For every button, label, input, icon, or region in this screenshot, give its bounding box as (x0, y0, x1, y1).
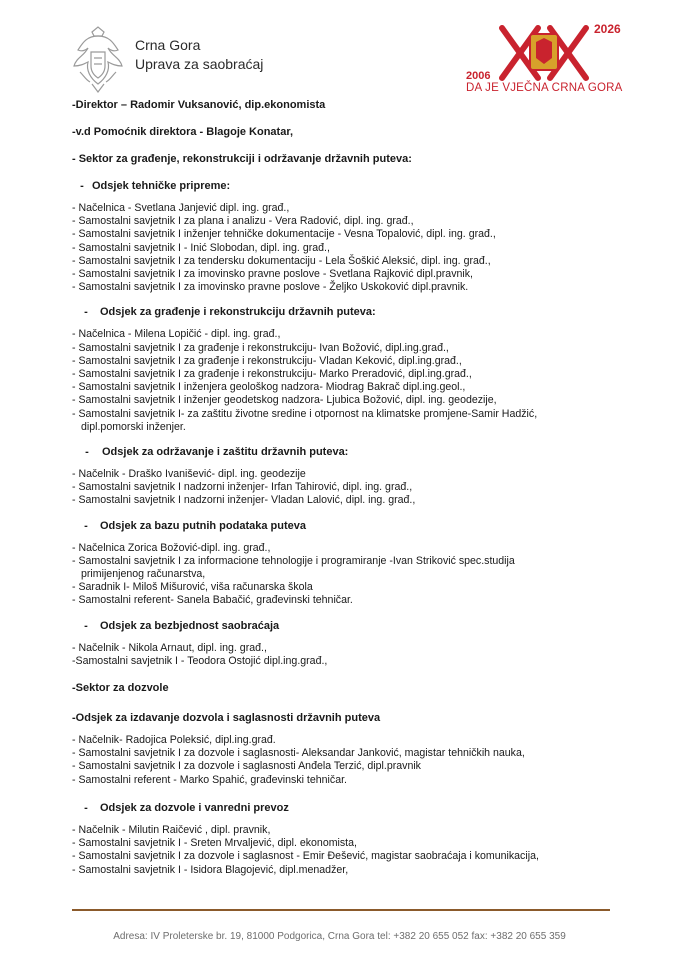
department-special-transport-title: - Odsjek za dozvole i vanredni prevoz (84, 801, 289, 814)
list-item: - Samostalni savjetnik I za plana i analizu - Vera Radović, dipl. ing. građ., (72, 215, 414, 228)
department-construction-title: - Odsjek za građenje i rekonstrukciju državnih puteva: (84, 306, 376, 319)
department-road-database-list (72, 542, 632, 608)
list-item: - Načelnik - Nikola Arnaut, dipl. ing. građ., (72, 641, 267, 654)
list-item: - Načelnica - Svetlana Janjević dipl. ing. građ., (72, 202, 290, 214)
list-item: - Samostalni savjetnik I- za zaštitu životne sredine i otpornost na klimatske promjene-Samir Hadžić, dipl.pomorski inženjer. (72, 407, 538, 433)
coat-of-arms-icon (72, 26, 124, 96)
director-line: -Direktor – Radomir Vuksanović, dip.ekonomista (72, 99, 326, 111)
list-item: - Samostalni savjetnik I za tendersku dokumentaciju - Lela Šoškić Aleksić, dipl. ing. građ., (72, 254, 491, 267)
department-traffic-safety-title: - Odsjek za bezbjednost saobraćaja (84, 619, 280, 632)
list-item: - Samostalni savjetnik I - Inić Slobodan, dipl. ing. građ., (72, 241, 330, 254)
anniversary-year-end: 2026 (594, 22, 621, 36)
list-item: - Načelnica Zorica Božović-dipl. ing. građ., (72, 541, 271, 554)
anniversary-motto: DA JE VJEČNA CRNA GORA (466, 82, 623, 94)
department-road-database-title: - Odsjek za bazu putnih podataka puteva (84, 519, 306, 532)
assistant-director-line: -v.d Pomoćnik direktora - Blagoje Konatar, (72, 126, 294, 138)
anniversary-year-start: 2006 (466, 70, 491, 82)
agency-name: Uprava za saobraćaj (135, 56, 264, 72)
department-special-transport-list (72, 824, 632, 877)
list-item: - Načelnica - Milena Lopičić - dipl. ing. građ., (72, 328, 281, 341)
department-technical-preparation-list (72, 202, 632, 294)
list-item: - Samostalni savjetnik I za dozvole i saglasnosti Anđela Terzić, dipl.pravnik (72, 760, 421, 773)
document-body (72, 98, 632, 877)
sector-construction-title: - Sektor za građenje, rekonstrukciji i održavanje državnih puteva: (72, 153, 412, 165)
footer-address: Adresa: IV Proleterske br. 19, 81000 Podgorica, Crna Gora tel: +382 20 655 052 fax: +382 20 655 359 (113, 931, 566, 942)
list-item: - Samostalni savjetnik I za građenje i rekonstrukciju- Vladan Keković, dipl.ing.građ., (72, 354, 462, 367)
country-name: Crna Gora (135, 37, 201, 53)
department-traffic-safety-list (72, 642, 632, 668)
anniversary-logo (466, 20, 626, 98)
sector-permits-title: -Sektor za dozvole (72, 682, 169, 695)
list-item: - Načelnik- Radojica Poleksić, dipl.ing.građ. (72, 734, 276, 747)
list-item: - Samostalni savjetnik I nadzorni inženjer- Irfan Tahirović, dipl. ing. građ., (72, 481, 413, 494)
list-item: - Samostalni savjetnik I inženjera geološkog nadzora- Miodrag Bakrač dipl.ing.geol., (72, 381, 466, 394)
list-item: - Samostalni savjetnik I - Isidora Blagojević, dipl.menadžer, (72, 863, 349, 876)
list-item: - Samostalni savjetnik I inženjer tehničke dokumentacije - Vesna Topalović, dipl. ing. građ., (72, 228, 496, 241)
list-item: - Samostalni savjetnik I za dozvole i saglasnosti- Aleksandar Janković, magistar tehničkih nauka, (72, 747, 525, 760)
list-item: - Samostalni savjetnik I za informacione tehnologije i programiranje -Ivan Striković spec.studija primijenjenog računarstva, (72, 554, 515, 581)
list-item: - Samostalni savjetnik I nadzorni inženjer- Vladan Lalović, dipl. ing. građ., (72, 494, 416, 507)
anniversary-x-mark-icon (494, 24, 594, 82)
organization-name (135, 36, 263, 74)
department-permits-issuance-list (72, 734, 632, 787)
page-header (0, 0, 679, 100)
list-item: - Samostalni referent - Marko Spahić, građevinski tehničar. (72, 773, 347, 786)
department-maintenance-title: - Odsjek za održavanje i zaštitu državnih puteva: (85, 446, 349, 459)
list-item: - Samostalni savjetnik I za građenje i rekonstrukciju- Ivan Božović, dipl.ing.građ., (72, 341, 449, 354)
department-maintenance-list (72, 468, 632, 508)
department-construction-list (72, 328, 632, 434)
list-item: - Načelnik - Milutin Raičević , dipl. pravnik, (72, 823, 271, 836)
list-item: - Načelnik - Draško Ivanišević- dipl. ing. geodezije (72, 468, 306, 481)
list-item: - Samostalni savjetnik I - Sreten Mrvaljević, dipl. ekonomista, (72, 837, 357, 850)
list-item: - Saradnik I- Miloš Mišurović, viša računarska škola (72, 581, 313, 594)
list-item: - Samostalni savjetnik I za dozvole i saglasnost - Emir Đešević, magistar saobraćaja i komunikacija, (72, 850, 539, 863)
list-item: - Samostalni savjetnik I za imovinsko pravne poslove - Željko Uskoković dipl.pravnik. (72, 281, 469, 294)
list-item: - Samostalni savjetnik I za imovinsko pravne poslove - Svetlana Rajković dipl.pravnik, (72, 268, 473, 281)
list-item: - Samostalni savjetnik I za građenje i rekonstrukciju- Marko Preradović, dipl.ing.građ., (72, 368, 472, 381)
list-item: - Samostalni referent- Sanela Babačić, građevinski tehničar. (72, 594, 353, 607)
department-permits-issuance-title: -Odsjek za izdavanje dozvola i saglasnosti državnih puteva (72, 712, 381, 725)
list-item: -Samostalni savjetnik I - Teodora Ostojić dipl.ing.građ., (72, 654, 328, 667)
list-item: - Samostalni savjetnik I inženjer geodetskog nadzora- Ljubica Božović, dipl. ing. geodezije, (72, 394, 497, 407)
department-technical-preparation-title: - Odsjek tehničke pripreme: (80, 180, 231, 192)
footer-divider (72, 909, 610, 911)
